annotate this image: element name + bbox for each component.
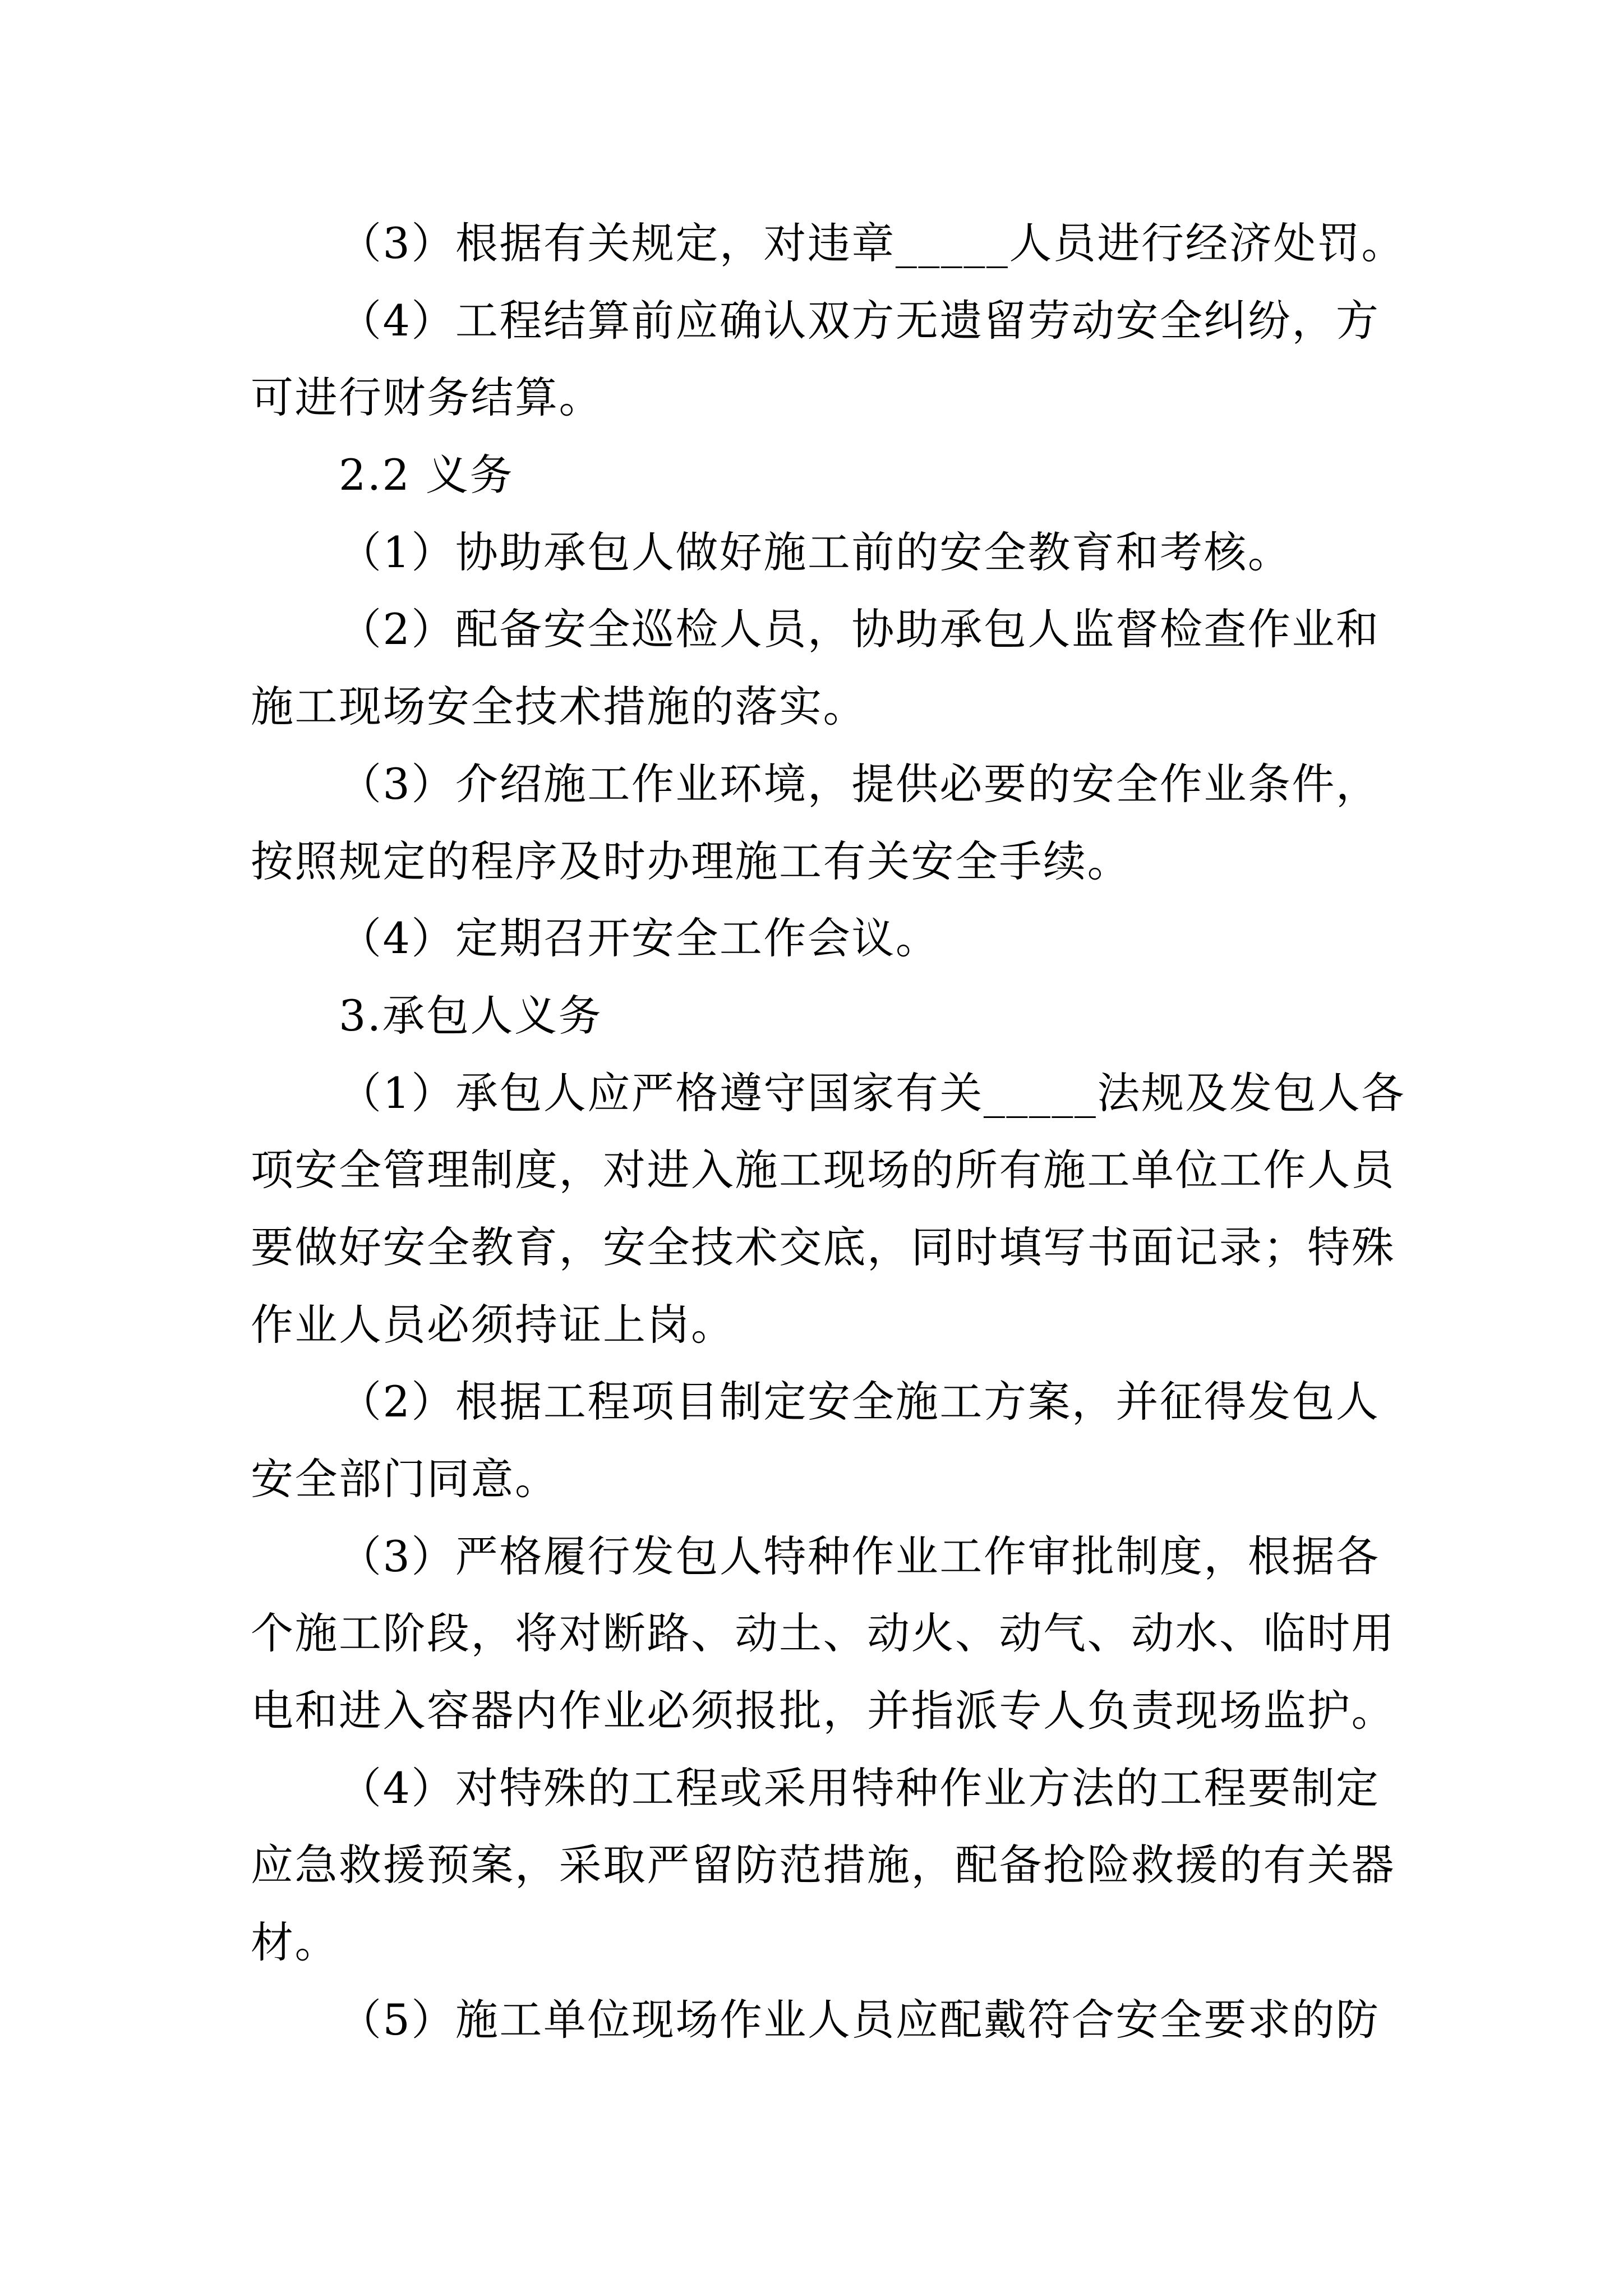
text-line: （2）配备安全巡检人员，协助承包人监督检查作业和	[339, 604, 1380, 655]
paragraph	[251, 591, 1541, 745]
text-line: （3）根据有关规定，对违章_____人员进行经济处罚。	[339, 218, 1405, 268]
text-line: 作业人员必须持证上岗。	[251, 1299, 735, 1350]
paragraph	[251, 1518, 1541, 1750]
text-line: 安全部门同意。	[251, 1454, 559, 1504]
text-line: 可进行财务结算。	[251, 372, 603, 423]
paragraph	[251, 205, 1541, 282]
text-line: （4）工程结算前应确认双方无遗留劳动安全纠纷，方	[339, 295, 1380, 346]
text-line: （4）定期召开安全工作会议。	[339, 913, 940, 964]
text-line: （2）根据工程项目制定安全施工方案，并征得发包人	[339, 1377, 1380, 1427]
text-line: 材。	[251, 1917, 339, 1968]
text-line: （5）施工单位现场作业人员应配戴符合安全要求的防	[339, 1994, 1380, 2045]
document-body	[251, 205, 1541, 2059]
text-line: （3）介绍施工作业环境，提供必要的安全作业条件，	[339, 758, 1380, 809]
text-line: 要做好安全教育，安全技术交底，同时填写书面记录；特殊	[251, 1222, 1395, 1272]
paragraph	[251, 746, 1541, 900]
text-line: 项安全管理制度，对进入施工现场的所有施工单位工作人员	[251, 1145, 1395, 1195]
section-heading	[251, 977, 1541, 1055]
paragraph	[251, 900, 1541, 977]
section-heading-text: 2.2 义务	[339, 450, 514, 500]
text-line: 施工现场安全技术措施的落实。	[251, 682, 867, 732]
paragraph	[251, 282, 1541, 436]
text-line: 应急救援预案，采取严留防范措施，配备抢险救援的有关器	[251, 1840, 1395, 1890]
text-line: （1）协助承包人做好施工前的安全教育和考核。	[339, 527, 1292, 577]
text-line: （3）严格履行发包人特种作业工作审批制度，根据各	[339, 1531, 1380, 1581]
section-heading-text: 3.承包人义务	[339, 990, 603, 1041]
paragraph	[251, 1055, 1541, 1364]
text-line: （1）承包人应严格遵守国家有关_____法规及发包人各	[339, 1068, 1405, 1118]
paragraph	[251, 1750, 1541, 1981]
text-line: 个施工阶段，将对断路、动土、动火、动气、动水、临时用	[251, 1608, 1395, 1659]
text-line: （4）对特殊的工程或采用特种作业方法的工程要制定	[339, 1763, 1380, 1813]
section-heading	[251, 436, 1541, 514]
text-line: 按照规定的程序及时办理施工有关安全手续。	[251, 836, 1131, 886]
paragraph	[251, 514, 1541, 591]
paragraph	[251, 1981, 1541, 2059]
text-line: 电和进入容器内作业必须报批，并指派专人负责现场监护。	[251, 1686, 1395, 1736]
paragraph	[251, 1363, 1541, 1517]
